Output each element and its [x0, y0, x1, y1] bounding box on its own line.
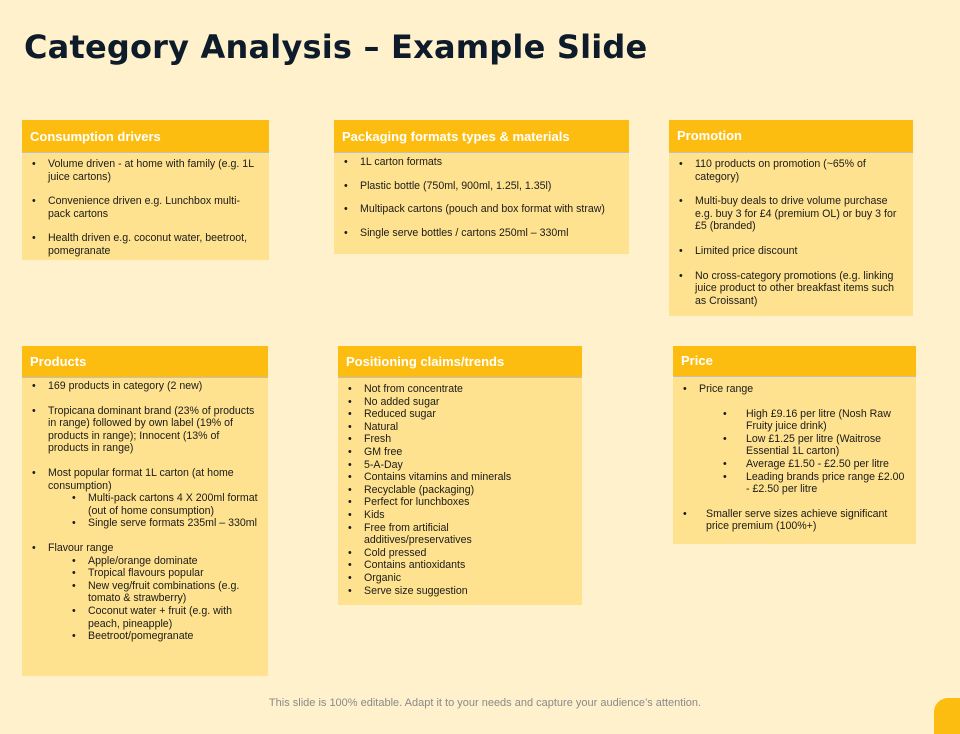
packaging-formats-body: [334, 153, 629, 254]
list-item: • 169 products in category (2 new): [30, 380, 260, 393]
price-body: [673, 377, 916, 544]
price-header: Price: [673, 346, 916, 377]
list-item: • Low £1.25 per litre (Waitrose Essential 1L carton): [681, 433, 908, 458]
list-item: • Single serve formats 235ml – 330ml: [30, 517, 260, 530]
packaging-formats-header: Packaging formats types & materials: [334, 120, 629, 153]
list-item: • GM free: [346, 446, 574, 459]
promotion-box: [669, 120, 913, 316]
list-item: • 1L carton formats: [342, 156, 621, 169]
corner-decoration: [934, 698, 960, 734]
list-item: • Fresh: [346, 433, 574, 446]
list-item: • Perfect for lunchboxes: [346, 496, 574, 509]
consumption-drivers-box: [22, 120, 269, 260]
list-item: • Leading brands price range £2.00 - £2.50 per litre: [681, 471, 908, 496]
list-item: • 110 products on promotion (~65% of category): [677, 158, 905, 183]
list-item: • Flavour range: [30, 542, 260, 555]
list-item: • Contains antioxidants: [346, 559, 574, 572]
list-item: • Serve size suggestion: [346, 585, 574, 598]
list-item: • Reduced sugar: [346, 408, 574, 421]
page-title: Category Analysis – Example Slide: [24, 28, 648, 66]
list-item: • Multi-pack cartons 4 X 200ml format (out of home consumption): [30, 492, 260, 517]
list-item: • Multi-buy deals to drive volume purchase e.g. buy 3 for £4 (premium OL) or buy 3 for £5 (branded): [677, 195, 905, 233]
list-item: • Single serve bottles / cartons 250ml – 330ml: [342, 227, 621, 240]
footer-note: This slide is 100% editable. Adapt it to your needs and capture your audience’s attention.: [268, 697, 702, 709]
list-item: • Price range: [681, 383, 908, 396]
list-item: • Kids: [346, 509, 574, 522]
list-item: • Tropicana dominant brand (23% of products in range) followed by own label (19% of products in range); Innocent (13% of products in range): [30, 405, 260, 455]
list-item: • Coconut water + fruit (e.g. with peach, pineapple): [30, 605, 260, 630]
promotion-body: [669, 153, 913, 316]
list-item: • Apple/orange dominate: [30, 555, 260, 568]
list-item: • Contains vitamins and minerals: [346, 471, 574, 484]
products-body: [22, 378, 268, 676]
list-item: • Volume driven - at home with family (e.g. 1L juice cartons): [30, 158, 261, 183]
list-item: • No added sugar: [346, 396, 574, 409]
list-item: • Multipack cartons (pouch and box format with straw): [342, 203, 621, 216]
price-box: [673, 346, 916, 544]
consumption-drivers-body: [22, 153, 269, 260]
list-item: • Tropical flavours popular: [30, 567, 260, 580]
positioning-claims-header: Positioning claims/trends: [338, 346, 582, 378]
list-item: • Limited price discount: [677, 245, 905, 258]
list-item: • Convenience driven e.g. Lunchbox multi-pack cartons: [30, 195, 261, 220]
list-item: • Plastic bottle (750ml, 900ml, 1.25l, 1.35l): [342, 180, 621, 193]
list-item: • Smaller serve sizes achieve significant price premium (100%+): [681, 508, 908, 533]
list-item: • Beetroot/pomegranate: [30, 630, 260, 643]
list-item: • New veg/fruit combinations (e.g. tomato & strawberry): [30, 580, 260, 605]
list-item: • Free from artificial additives/preservatives: [346, 522, 574, 547]
list-item: • Natural: [346, 421, 574, 434]
list-item: • Most popular format 1L carton (at home consumption): [30, 467, 260, 492]
positioning-claims-box: [338, 346, 582, 605]
list-item: • Health driven e.g. coconut water, beetroot, pomegranate: [30, 232, 261, 257]
list-item: • Organic: [346, 572, 574, 585]
list-item: • 5-A-Day: [346, 459, 574, 472]
consumption-drivers-header: Consumption drivers: [22, 120, 269, 153]
products-header: Products: [22, 346, 268, 378]
list-item: • High £9.16 per litre (Nosh Raw Fruity juice drink): [681, 408, 908, 433]
list-item: • Cold pressed: [346, 547, 574, 560]
list-item: • No cross-category promotions (e.g. linking juice product to other breakfast items such as Croissant): [677, 270, 905, 308]
list-item: • Not from concentrate: [346, 383, 574, 396]
list-item: • Average £1.50 - £2.50 per litre: [681, 458, 908, 471]
packaging-formats-box: [334, 120, 629, 254]
promotion-header: Promotion: [669, 120, 913, 153]
list-item: • Recyclable (packaging): [346, 484, 574, 497]
positioning-claims-body: [338, 378, 582, 605]
products-box: [22, 346, 268, 676]
